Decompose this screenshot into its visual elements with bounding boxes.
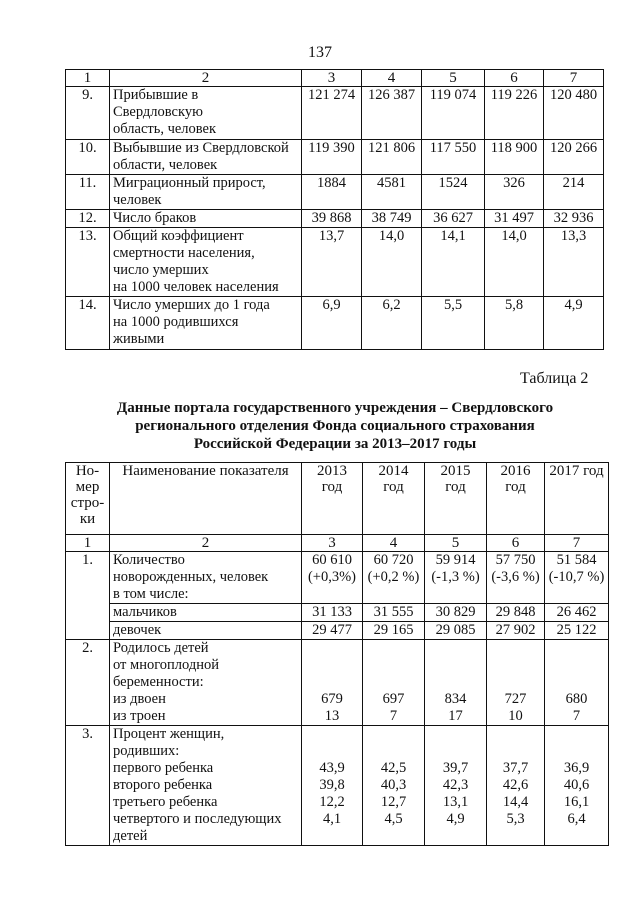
cell-value: 727 10 [487,640,545,726]
cell-value: 14,0 [362,228,422,297]
column-number: 2 [110,70,302,87]
cell-value: 121 806 [362,140,422,175]
column-number: 2 [110,535,302,552]
table-2-label: Таблица 2 [520,370,589,387]
table-row [66,604,609,622]
cell-value: 14,0 [485,228,544,297]
cell-value: 1524 [422,175,485,210]
cell-value: 39 868 [302,210,362,228]
cell-value: 6,9 [302,297,362,350]
row-label: мальчиков [110,604,302,622]
cell-value: 5,5 [422,297,485,350]
row-number: 14. [66,297,110,350]
cell-value: 6,2 [362,297,422,350]
cell-value: 29 085 [425,622,487,640]
cell-value: 29 477 [302,622,363,640]
table-row [66,726,609,846]
column-number: 6 [487,535,545,552]
cell-value: 14,1 [422,228,485,297]
column-number: 1 [66,535,110,552]
row-number: 2. [66,640,110,726]
row-label: Выбывшие из Свердловской области, человек [110,140,302,175]
row-label: Число умерших до 1 года на 1000 родившихся живыми [110,297,302,350]
cell-value: 51 584 (-10,7 %) [545,552,609,604]
column-number: 4 [362,70,422,87]
cell-value: 1884 [302,175,362,210]
table-row [66,622,609,640]
cell-value: 117 550 [422,140,485,175]
cell-value: 29 165 [363,622,425,640]
column-number: 7 [544,70,604,87]
cell-value: 120 266 [544,140,604,175]
column-number: 6 [485,70,544,87]
table-2-title: Данные портала государственного учреждения – Свердловского регионального отделения Фонда социального страхования Российской Федерации за 2013–2017 годы [116,400,554,452]
cell-value: 42,5 40,3 12,7 4,5 [363,726,425,846]
table-row [66,228,604,297]
cell-value: 5,8 [485,297,544,350]
row-label: Процент женщин, родивших: первого ребенка второго ребенка третьего ребенка четвертого и последующих детей [110,726,302,846]
table-row [66,140,604,175]
cell-value: 834 17 [425,640,487,726]
table-row [66,175,604,210]
cell-value: 38 749 [362,210,422,228]
row-label: Прибывшие в Свердловскую область, человек [110,87,302,140]
cell-value: 679 13 [302,640,363,726]
column-number: 3 [302,535,363,552]
cell-value: 119 074 [422,87,485,140]
cell-value: 27 902 [487,622,545,640]
page-number: 137 [308,44,332,61]
cell-value: 26 462 [545,604,609,622]
column-number-row [66,535,609,552]
cell-value: 326 [485,175,544,210]
year-header: 2014 год [363,463,425,535]
table-row [66,640,609,726]
row-number: 11. [66,175,110,210]
row-number: 1. [66,552,110,640]
cell-value: 60 720 (+0,2 %) [363,552,425,604]
cell-value: 31 497 [485,210,544,228]
table-row [66,552,609,604]
row-number-header: Но- мер стро- ки [66,463,110,535]
row-number: 9. [66,87,110,140]
cell-value: 126 387 [362,87,422,140]
column-number: 5 [425,535,487,552]
cell-value: 36 627 [422,210,485,228]
cell-value: 36,9 40,6 16,1 6,4 [545,726,609,846]
cell-value: 119 226 [485,87,544,140]
cell-value: 4581 [362,175,422,210]
cell-value: 43,9 39,8 12,2 4,1 [302,726,363,846]
cell-value: 697 7 [363,640,425,726]
column-number: 4 [363,535,425,552]
row-label: Число браков [110,210,302,228]
cell-value: 31 555 [363,604,425,622]
column-number: 3 [302,70,362,87]
column-number: 1 [66,70,110,87]
row-label: девочек [110,622,302,640]
table-row [66,297,604,350]
row-label: Количество новорожденных, человек в том числе: [110,552,302,604]
table-row [66,87,604,140]
year-header: 2015 год [425,463,487,535]
row-number: 3. [66,726,110,846]
cell-value: 214 [544,175,604,210]
cell-value: 57 750 (-3,6 %) [487,552,545,604]
cell-value: 13,3 [544,228,604,297]
cell-value: 118 900 [485,140,544,175]
row-number: 13. [66,228,110,297]
year-header: 2016 год [487,463,545,535]
cell-value: 37,7 42,6 14,4 5,3 [487,726,545,846]
cell-value: 32 936 [544,210,604,228]
indicator-name-header: Наименование показателя [110,463,302,535]
table-1-continuation [65,69,604,350]
cell-value: 59 914 (-1,3 %) [425,552,487,604]
cell-value: 121 274 [302,87,362,140]
table-2 [65,462,609,846]
cell-value: 39,7 42,3 13,1 4,9 [425,726,487,846]
cell-value: 13,7 [302,228,362,297]
year-header: 2017 год [545,463,609,535]
table-row [66,210,604,228]
column-number: 7 [545,535,609,552]
cell-value: 119 390 [302,140,362,175]
row-number: 10. [66,140,110,175]
cell-value: 25 122 [545,622,609,640]
table-2-header-row [66,463,609,535]
cell-value: 680 7 [545,640,609,726]
cell-value: 29 848 [487,604,545,622]
row-label: Родилось детей от многоплодной беременности: из двоен из троен [110,640,302,726]
table-1-header-row [66,70,604,87]
row-number: 12. [66,210,110,228]
cell-value: 31 133 [302,604,363,622]
row-label: Миграционный прирост, человек [110,175,302,210]
cell-value: 30 829 [425,604,487,622]
row-label: Общий коэффициент смертности населения, число умерших на 1000 человек населения [110,228,302,297]
cell-value: 4,9 [544,297,604,350]
column-number: 5 [422,70,485,87]
cell-value: 60 610 (+0,3%) [302,552,363,604]
year-header: 2013 год [302,463,363,535]
cell-value: 120 480 [544,87,604,140]
